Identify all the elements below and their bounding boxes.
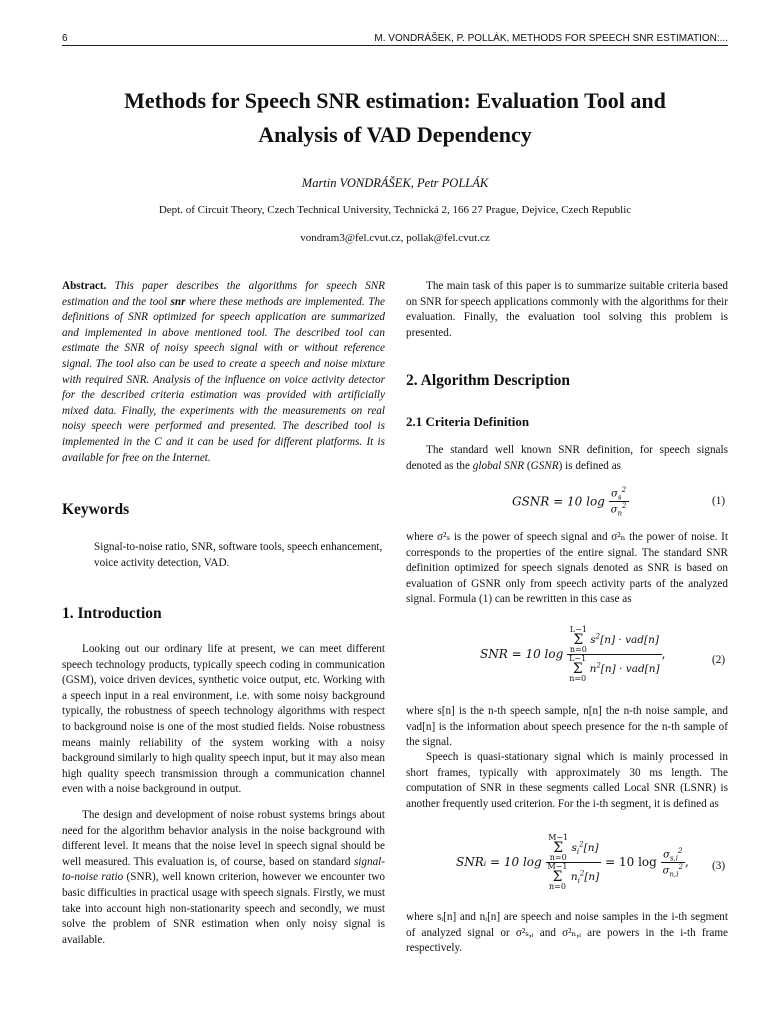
eq3-fraction-1: M−1 Σ n=0 $s_i^2[n]$ M−1 Σ n=0 $n_i^2[n]$ [547,833,600,891]
quasi-stationary-paragraph [406,750,728,812]
main-task-paragraph [406,279,728,341]
intro-heading-wrap [62,606,385,622]
subsection-2-1-heading: 2.1 Criteria Definition [406,414,530,429]
paper-title [62,84,728,152]
keywords-text: Signal-to-noise ratio, SNR, software tools, speech enhancement, voice activity detection, VAD. [94,541,383,569]
eq1-fraction: $\frac{\sigma_s^2}{\sigma_n^2}$ [610,486,627,518]
gsnr-intro-em2: GSNR [530,459,559,472]
intro-heading: 1. Introduction [62,605,162,622]
abstract-text-2: where these methods are implemented. The definitions of SNR optimized for speech application are summarized and implemented in above mentioned tool. The described tool can estimate the SNR of noisy speech signal with or without reference signal. The tool also can be used to create a speech and noise mixture with required SNR. Analysis of the influence on voice activity detector for the described criteria estimation was provided with artificially mixed data. Finally, the experiments with the measurements on real noisy speech were performed and presented. The described tool is implemented in the C and it can be used for different platforms. It is available for free on the Internet. [62,295,385,464]
where-3-paragraph [406,910,728,957]
gsnr-intro-a: The standard well known SNR definition, for speech signals denoted as the [406,444,728,472]
keywords-heading: Keywords [62,501,130,518]
where-3-text: where sᵢ[n] and nᵢ[n] are speech and noise samples in the i-th segment of analyzed signal or σ²ₛ,ᵢ and σ²ₙ,ᵢ are powers in the i-th frame respectively. [406,911,728,955]
title-line-1: Methods for Speech SNR estimation: Evaluation Tool and [124,88,666,113]
quasi-stationary-text: Speech is quasi-stationary signal which is mainly processed in short frames, typically with approximately 30 ms length. The computation of SNR in these segments called Local SNR (LSNR) is another frequently used criterion. For the i-th segment, it is defined as [406,751,728,810]
eq1-lhs: GSNR = 10 log [512,494,605,509]
eq3-sum-top: M−1 Σ n=0 [548,833,569,862]
abstract-text-1: This paper describes the algorithms for speech SNR estimation and the tool [62,280,386,308]
eq3-mid: = 10 log [605,855,657,869]
where-2-paragraph [406,704,728,751]
author-emails: vondram3@fel.cvut.cz, pollak@fel.cvut.cz [300,232,490,244]
intro-p2-em: signal-to-noise ratio [62,855,386,884]
eq2-lhs: SNR = 10 log [480,647,564,661]
gsnr-intro-paragraph [406,443,728,474]
gsnr-intro-c: ) is defined as [558,459,622,472]
main-task-text: The main task of this paper is to summarize suitable criteria based on SNR for speech applications commonly with the algorithms for their evaluation. Finally, the evaluation tool solving this problem is presented. [406,280,728,339]
header-rule [62,45,728,46]
eq2-sum-top: L−1 Σ n=0 [569,625,587,654]
equation-2: SNR = 10 log L−1 Σ n=0 $s^2[n] \cdot vad[n]$ L−1 Σ n=0 $n^2[n] \cdot vad[n]$ , [480,625,666,683]
equation-2-number: (2) [712,654,726,666]
authors: Martin VONDRÁŠEK, Petr POLLÁK [301,176,489,190]
eq2-fraction: L−1 Σ n=0 $s^2[n] \cdot vad[n]$ L−1 Σ n=0 $n^2[n] \cdot vad[n]$ [569,625,660,683]
section-2-heading-wrap [406,373,728,389]
eq3-lhs: SNRᵢ = 10 log [456,855,542,869]
gsnr-intro-em: global SNR [472,459,525,472]
equation-1 [512,486,629,518]
equation-3-number: (3) [712,860,726,872]
section-2-heading: 2. Algorithm Description [406,372,571,389]
subsection-2-1-heading-wrap [406,414,728,430]
abstract-label: Abstract. [62,280,107,292]
equation-1-number: (1) [712,495,726,507]
intro-p1: Looking out our ordinary life at present, we can meet different speech technology products, typically speech coding in communication (GSM), voice driven devices, synthetic voice output, etc. Working with a speech input in a real environment, i.e. with some noisy background typically, the robustness of speech technology algorithms with respect to background noise is one of the most studied fields. Noise robustness means mainly reliability of the system working with a noisy background similarly to high quality speech input, but it may also mean high quality speech transmission through a communication channel even with a noise background in output. [62,643,385,796]
where-1-paragraph [406,530,728,608]
abstract [62,279,385,466]
where-2-text: where s[n] is the n-th speech sample, n[n] the n-th noise sample, and vad[n] is the information about speech presence for the n-th sample of the signal. [406,705,728,749]
intro-paragraph-1 [62,642,385,798]
gsnr-intro-b: ( [526,459,531,472]
affiliation: Dept. of Circuit Theory, Czech Technical University, Technická 2, 166 27 Prague, Dejvice, Czech Republic [158,204,632,216]
running-head-text: M. VONDRÁŠEK, P. POLLÁK, METHODS FOR SPEECH SNR ESTIMATION:... [374,33,728,44]
abstract-tool-name: snr [170,295,186,308]
intro-p2-a: The design and development of noise robust systems brings about need for the algorithm behavior analysis in the noise background with different level. It means that the noise level in speech signal should be well measured. This evaluation is, of course, based on standard [62,809,385,868]
keywords-heading-wrap [62,502,385,518]
where-1-text: where σ²ₛ is the power of speech signal and σ²ₙ the power of noise. It corresponds to the properties of the entire signal. The standard SNR definition optimized for speech signals denoted as SNR is based on evaluation of GSNR only from speech activity parts of the analyzed signal. Formula (1) can be rewritten in this case as [406,531,728,606]
eq3-sum-bottom: M−1 Σ n=0 [547,862,568,891]
eq2-sum-bottom: L−1 Σ n=0 [569,654,587,683]
title-line-2: Analysis of VAD Dependency [258,122,532,147]
intro-paragraph-2 [62,808,385,948]
page-number: 6 [62,33,68,44]
running-header [62,30,728,46]
equation-3: SNRᵢ = 10 log M−1 Σ n=0 $s_i^2[n]$ M−1 Σ n=0 $n_i^2[n]$ = 10 log $\frac{\sigma_{s,i}^2}{\sigma_{n,i}^2}$ , [456,833,689,891]
intro-p2-b: (SNR), well known criterion, however we encounter two basic difficulties in practical usage with speech signals. Firstly, we must take into account high non-stationarity speech and secondly, we must solve the problem of SNR estimation when only noisy signal is available. [62,871,385,946]
eq3-fraction-2: $\frac{\sigma_{s,i}^2}{\sigma_{n,i}^2}$ [662,846,683,879]
